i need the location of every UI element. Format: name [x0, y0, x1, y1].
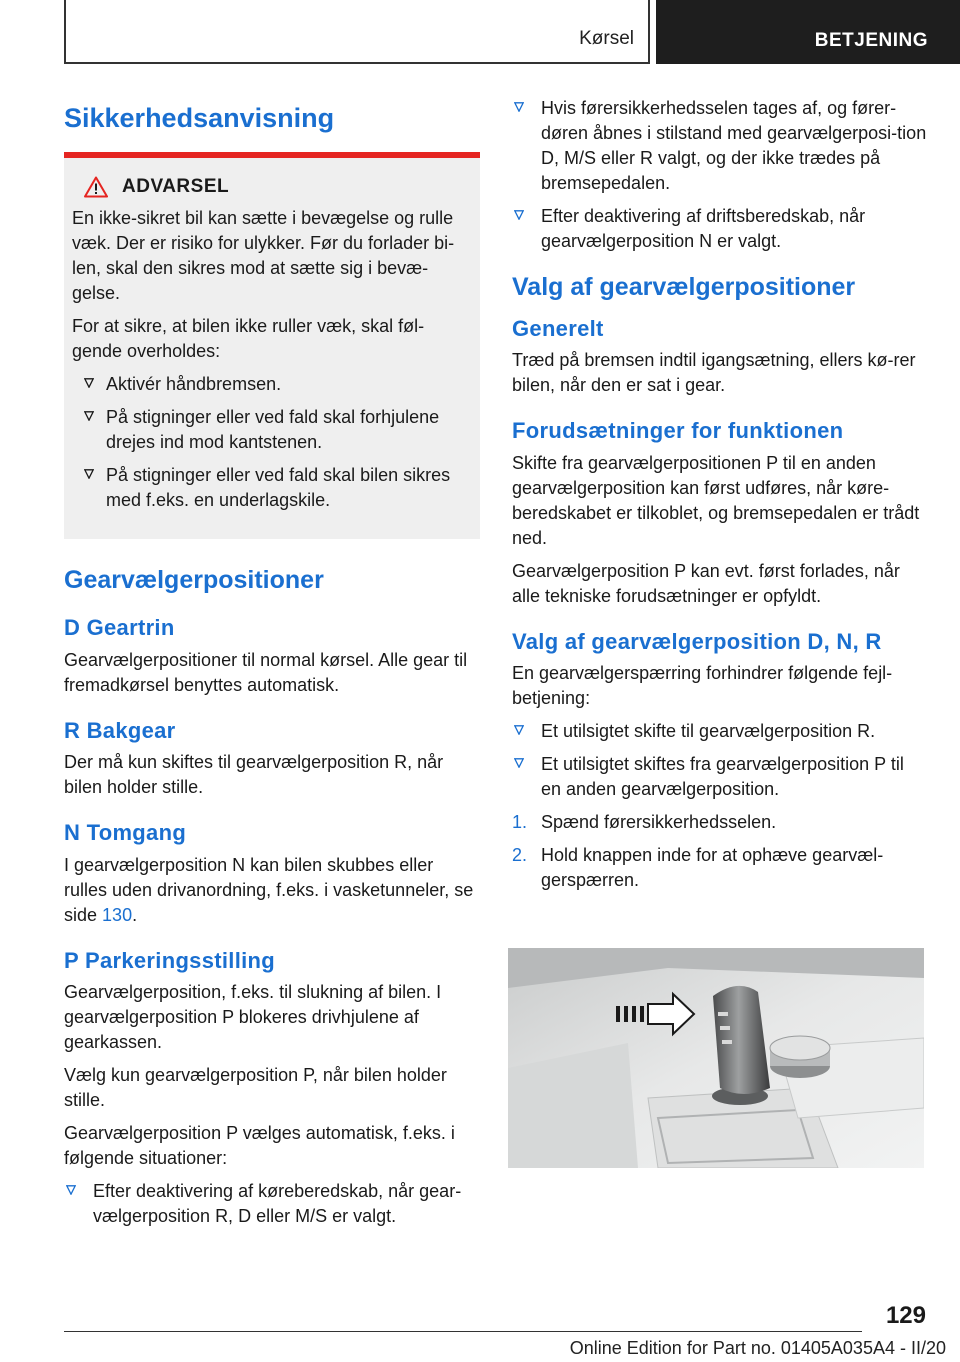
heading-general: Generelt: [512, 316, 604, 341]
footer-divider: [64, 1331, 862, 1332]
triangle-bullet-icon: [514, 210, 524, 220]
text-p-gear-2: Vælg kun gearvælgerposition P, når bilen holder stille.: [64, 1064, 447, 1110]
heading-gear-positions: Gearvælgerpositioner: [64, 566, 324, 595]
triangle-bullet-icon: [514, 725, 524, 735]
warning-text-1: En ikke-sikret bil kan sætte i bevægelse og rulle væk. Der er risiko for ulykker. Før du forlader bi-len, skal den sikres mod at sætte sig i bevæ-gelse.: [72, 208, 455, 304]
heading-select-dnr: Valg af gearvælgerposition D, N, R: [512, 628, 882, 654]
text-select-dnr: En gearvælgerspærring forhindrer følgende fejl-betjening:: [512, 663, 893, 709]
list-item: Hvis førersikkerhedsselen tages af, og fører-døren åbnes i stilstand med gearvælgerposi-tion D, M/S eller R valgt, og der ikke trædes på bremsepedalen.: [512, 96, 928, 196]
text-d-gear: Gearvælgerpositioner til normal kørsel. Alle gear til fremadkørsel benyttes automatisk.: [64, 649, 468, 695]
footer-edition: Online Edition for Part no. 01405A035A4 - II/20: [569, 1338, 946, 1358]
right-column: [512, 96, 928, 901]
warning-list: [72, 372, 472, 513]
p-gear-list-continued: [512, 96, 928, 254]
section-title-safety: Sikkerhedsanvisning: [64, 103, 335, 133]
steps-list: [512, 810, 928, 893]
list-item: På stigninger eller ved fald skal forhjulene drejes ind mod kantstenen.: [72, 405, 472, 455]
step-item: 2. Hold knappen inde for at ophæve gearvæl-gerspærren.: [512, 845, 884, 891]
triangle-bullet-icon: [514, 102, 524, 112]
header-section-box: [64, 0, 650, 64]
list-item: Et utilsigtet skiftes fra gearvælgerposition P til en anden gearvælgerposition.: [512, 752, 928, 802]
heading-r-gear: R Bakgear: [64, 717, 176, 743]
triangle-bullet-icon: [514, 758, 524, 768]
warning-heading: [84, 176, 472, 198]
text-prerequisites-2: Gearvælgerposition P kan evt. først forlades, når alle tekniske forudsætninger er opfyldt.: [512, 560, 900, 606]
triangle-bullet-icon: [66, 1185, 76, 1195]
header-chapter-title: BETJENING: [814, 30, 928, 51]
page-number: 129: [885, 1302, 926, 1329]
heading-n-gear: N Tomgang: [64, 820, 187, 846]
step-number: 1.: [512, 812, 528, 833]
warning-text-2: For at sikre, at bilen ikke ruller væk, skal føl-gende overholdes:: [72, 316, 425, 362]
triangle-bullet-icon: [84, 469, 94, 479]
warning-box: [64, 152, 480, 539]
triangle-bullet-icon: [84, 411, 94, 421]
header-section-title: Kørsel: [579, 28, 634, 49]
list-item: Efter deaktivering af køreberedskab, når gear-vælgerposition R, D eller M/S er valgt.: [64, 1179, 480, 1229]
gear-selector-illustration: [508, 948, 924, 1168]
text-n-gear: I gearvælgerposition N kan bilen skubbes eller rulles uden drivanordning, f.eks. i vasketunneler, se side 130.: [64, 854, 474, 925]
p-gear-list: [64, 1179, 480, 1229]
warning-triangle-icon: [84, 176, 108, 198]
left-column: [64, 96, 480, 1237]
step-item: 1. Spænd førersikkerhedsselen.: [512, 810, 928, 835]
gear-selector-drawing: [508, 948, 924, 1168]
select-dnr-list: [512, 719, 928, 802]
text-p-gear-3: Gearvælgerposition P vælges automatisk, f.eks. i følgende situationer:: [64, 1122, 455, 1168]
text-r-gear: Der må kun skiftes til gearvælgerposition R, når bilen holder stille.: [64, 752, 444, 798]
heading-select-gear-positions: Valg af gearvælgerpositioner: [512, 273, 856, 301]
text-general: Træd på bremsen indtil igangsætning, ellers kø-rer bilen, når den er sat i gear.: [512, 350, 916, 396]
warning-label: ADVARSEL: [122, 176, 230, 198]
page-reference-link[interactable]: 130: [102, 904, 133, 925]
heading-p-gear: P Parkeringsstilling: [64, 947, 276, 973]
header-chapter-tab: [656, 0, 960, 64]
triangle-bullet-icon: [84, 378, 94, 388]
list-item: På stigninger eller ved fald skal bilen sikres med f.eks. en underlagskile.: [72, 463, 472, 513]
step-number: 2.: [512, 845, 528, 866]
text-p-gear-1: Gearvælgerposition, f.eks. til slukning af bilen. I gearvælgerposition P blokeres drivhjulene af gearkassen.: [64, 981, 442, 1052]
list-item: Aktivér håndbremsen.: [72, 372, 472, 397]
text-prerequisites-1: Skifte fra gearvælgerpositionen P til en anden gearvælgerposition kan først udføres, når køre-beredskabet er tilkoblet, og bremsepedalen er trådt ned.: [512, 452, 920, 548]
heading-prerequisites: Forudsætninger for funktionen: [512, 418, 844, 444]
heading-d-gear: D Geartrin: [64, 615, 175, 641]
list-item: Efter deaktivering af driftsberedskab, når gearvælgerposition N er valgt.: [512, 204, 928, 254]
list-item: Et utilsigtet skifte til gearvælgerposition R.: [512, 719, 928, 744]
